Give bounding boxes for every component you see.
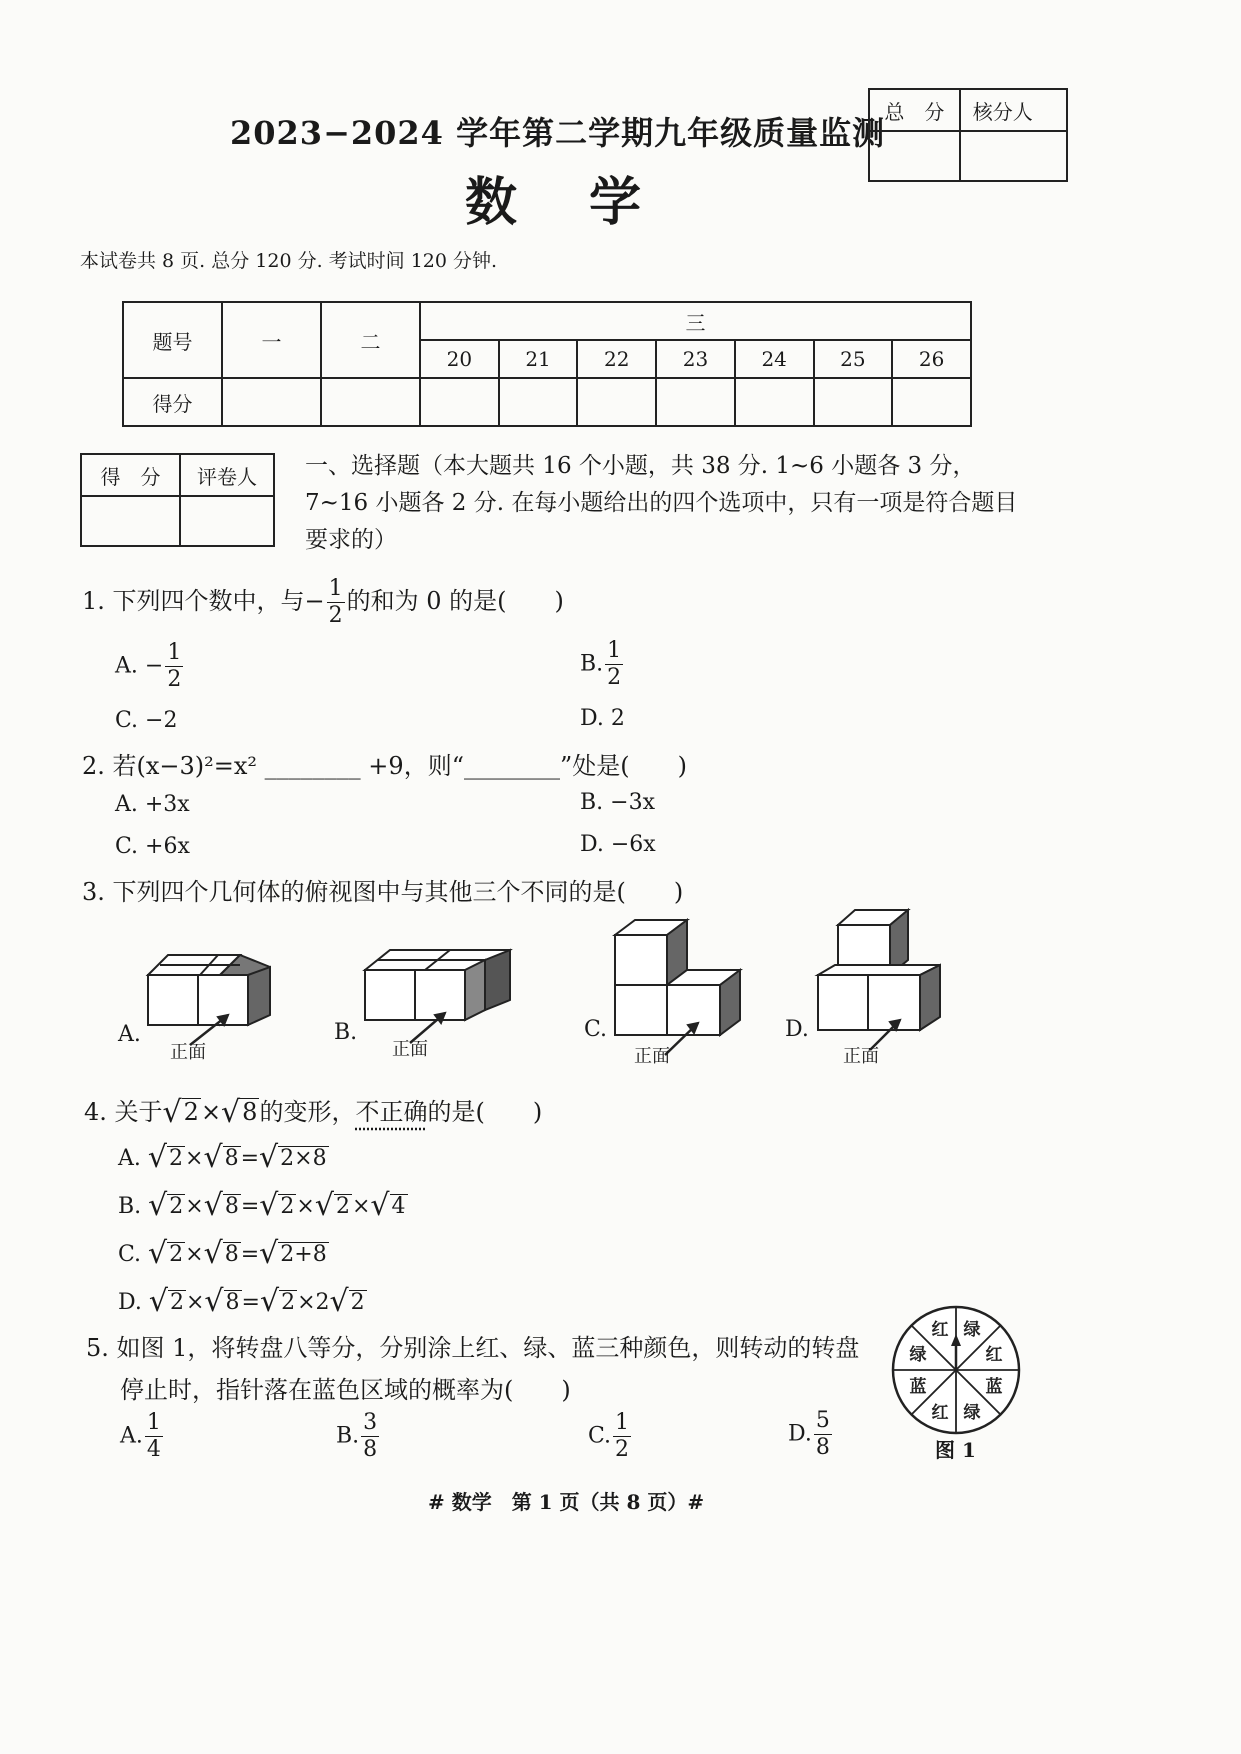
q3-figure-a[interactable] bbox=[148, 955, 270, 1045]
spinner-sector: 蓝 bbox=[985, 1377, 1003, 1397]
q3-front-d: 正面 bbox=[843, 1046, 879, 1067]
q3-label-a: A. bbox=[118, 1022, 141, 1047]
q4-emphasis: 不正确 bbox=[355, 1098, 428, 1126]
score-cell[interactable] bbox=[420, 378, 499, 426]
q3-figure-b[interactable] bbox=[365, 950, 510, 1043]
checker-cell[interactable] bbox=[960, 131, 1067, 181]
q2-option-b[interactable]: B. −3x bbox=[580, 790, 655, 815]
q2-option-a[interactable]: A. +3x bbox=[115, 792, 190, 817]
col-section-2: 二 bbox=[321, 302, 420, 378]
q1-option-a[interactable]: A. − $\frac{1}{2}$ bbox=[115, 640, 182, 692]
exam-info: 本试卷共 8 页. 总分 120 分. 考试时间 120 分钟. bbox=[80, 250, 498, 272]
q5-option-c[interactable]: C. $\frac{1}{2}$ bbox=[588, 1410, 630, 1462]
sub-col: 22 bbox=[577, 340, 656, 378]
total-label: 总 分 bbox=[869, 89, 960, 131]
q4-option-b[interactable]: B. √2×√8=√2×√2×√4 bbox=[118, 1188, 406, 1223]
sub-col: 24 bbox=[735, 340, 814, 378]
page-footer: # 数学 第 1 页（共 8 页）# bbox=[428, 1490, 705, 1514]
q1-option-d[interactable]: D. 2 bbox=[580, 706, 625, 731]
q1-fraction: $\frac{1}{2}$ bbox=[328, 576, 343, 628]
question-3: 3. 下列四个几何体的俯视图中与其他三个不同的是( ) bbox=[82, 878, 684, 906]
row-label-score: 得分 bbox=[123, 378, 222, 426]
q3-label-c: C. bbox=[584, 1017, 608, 1042]
q4-option-c[interactable]: C. √2×√8=√2+8 bbox=[118, 1236, 327, 1271]
score-table bbox=[122, 301, 972, 427]
spinner-sector: 绿 bbox=[963, 1320, 981, 1340]
q3-figures bbox=[100, 905, 1100, 1075]
col-section-1: 一 bbox=[222, 302, 321, 378]
sub-col: 25 bbox=[814, 340, 893, 378]
sub-col: 20 bbox=[420, 340, 499, 378]
q3-front-c: 正面 bbox=[634, 1046, 670, 1067]
spinner-sector: 红 bbox=[931, 1403, 949, 1423]
q3-figure-d[interactable] bbox=[818, 910, 940, 1050]
q2-option-d[interactable]: D. −6x bbox=[580, 832, 656, 857]
grader-box bbox=[80, 453, 275, 547]
spinner-sector: 红 bbox=[985, 1345, 1003, 1365]
grader-score-label: 得 分 bbox=[81, 454, 180, 496]
row-label-number: 题号 bbox=[123, 302, 222, 378]
subject-title: 数 学 bbox=[465, 172, 652, 233]
spinner-sector: 绿 bbox=[909, 1345, 927, 1365]
figure-caption: 图 1 bbox=[935, 1438, 976, 1462]
total-score-box bbox=[868, 88, 1241, 184]
score-cell[interactable] bbox=[735, 378, 814, 426]
score-cell[interactable] bbox=[222, 378, 321, 426]
score-cell[interactable] bbox=[814, 378, 893, 426]
exam-title: 2023−2024 学年第二学期九年级质量监测 bbox=[230, 114, 886, 152]
q5-option-b[interactable]: B. $\frac{3}{8}$ bbox=[336, 1410, 378, 1462]
question-2: 2. 若(x−3)²=x² ________ +9，则“________”处是( ) bbox=[82, 752, 687, 780]
q3-label-b: B. bbox=[334, 1020, 358, 1045]
question-5-line1: 5. 如图 1，将转盘八等分，分别涂上红、绿、蓝三种颜色，则转动的转盘 bbox=[86, 1334, 860, 1362]
checker-label: 核分人 bbox=[960, 89, 1067, 131]
question-1 bbox=[82, 578, 564, 627]
spinner-figure bbox=[886, 1300, 1026, 1440]
sub-col: 21 bbox=[499, 340, 578, 378]
col-section-3: 三 bbox=[420, 302, 971, 340]
q3-front-b: 正面 bbox=[392, 1039, 428, 1060]
question-5-line2: 停止时，指针落在蓝色区域的概率为( ) bbox=[120, 1376, 571, 1404]
q1-post: 的和为 0 的是( ) bbox=[346, 587, 564, 615]
question-4: 4. 关于√2×√8的变形，不正确的是( ) bbox=[84, 1095, 543, 1130]
q5-option-d[interactable]: D. $\frac{5}{8}$ bbox=[788, 1408, 830, 1460]
q3-label-d: D. bbox=[785, 1017, 809, 1042]
section1-heading: 一、选择题（本大题共 16 个小题，共 38 分. 1~6 小题各 3 分，7~16 小题各 2 分. 在每小题给出的四个选项中，只有一项是符合题目要求的） bbox=[305, 453, 1018, 553]
q5-option-a[interactable]: A. $\frac{1}{4}$ bbox=[120, 1410, 161, 1462]
sub-col: 26 bbox=[892, 340, 971, 378]
q3-front-a: 正面 bbox=[170, 1042, 206, 1063]
q1-option-b[interactable]: B. $\frac{1}{2}$ bbox=[580, 638, 622, 690]
score-cell[interactable] bbox=[321, 378, 420, 426]
score-cell[interactable] bbox=[892, 378, 971, 426]
spinner-sector: 绿 bbox=[963, 1403, 981, 1423]
total-score-cell[interactable] bbox=[869, 131, 960, 181]
spinner-sector: 红 bbox=[931, 1320, 949, 1340]
score-cell[interactable] bbox=[656, 378, 735, 426]
q1-option-c[interactable]: C. −2 bbox=[115, 708, 178, 733]
q3-figure-c[interactable] bbox=[615, 920, 740, 1055]
q1-pre: 1. 下列四个数中，与− bbox=[82, 587, 325, 615]
grader-name-label: 评卷人 bbox=[180, 454, 274, 496]
spinner-sector: 蓝 bbox=[909, 1377, 927, 1397]
q2-option-c[interactable]: C. +6x bbox=[115, 834, 190, 859]
q4-option-a[interactable]: A. √2×√8=√2×8 bbox=[118, 1140, 327, 1175]
score-cell[interactable] bbox=[577, 378, 656, 426]
grader-score-cell[interactable] bbox=[81, 496, 180, 546]
grader-name-cell[interactable] bbox=[180, 496, 274, 546]
q4-option-d[interactable]: D. √2×√8=√2×2√2 bbox=[118, 1284, 365, 1319]
score-cell[interactable] bbox=[499, 378, 578, 426]
sub-col: 23 bbox=[656, 340, 735, 378]
